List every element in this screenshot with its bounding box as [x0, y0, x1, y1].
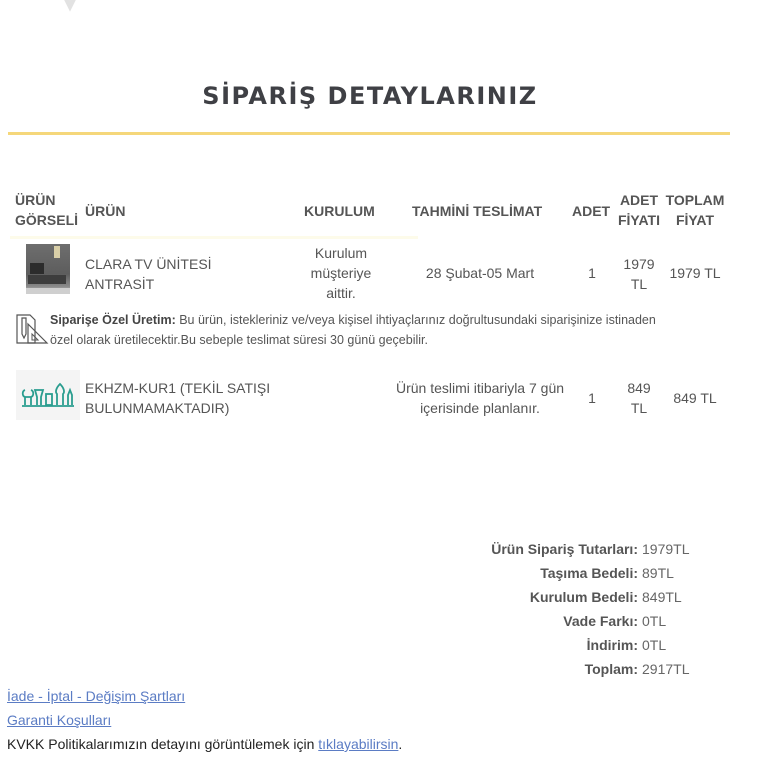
summary-label: İndirim: [586, 637, 638, 653]
summary-label: Kurulum Bedeli: [529, 589, 638, 605]
header-total-price-line1: TOPLAM [665, 192, 725, 208]
quantity: 1 [588, 390, 596, 406]
warranty-terms-link[interactable]: Garanti Koşulları [7, 712, 112, 728]
summary-value: 2917TL [642, 661, 690, 677]
header-image-line2: GÖRSELİ [15, 212, 79, 228]
page-title: SİPARİŞ DETAYLARINIZ [202, 82, 538, 110]
kvkk-suffix: . [398, 736, 403, 752]
header-divider [10, 236, 418, 239]
product-name-line1[interactable]: CLARA TV ÜNİTESİ [85, 256, 212, 272]
note-text-line2: özel olarak üretilecektir.Bu sebeple teslimat süresi 30 günü geçebilir. [50, 333, 428, 347]
summary-label: Taşıma Bedeli: [540, 565, 638, 581]
delivery-line1: Ürün teslimi itibariyla 7 gün [395, 380, 565, 396]
summary-label: Ürün Sipariş Tutarları: [491, 541, 638, 557]
header-unit-price-line2: FİYATI [617, 212, 660, 228]
summary-value: 849TL [642, 589, 682, 605]
summary-row-interest [0, 611, 768, 635]
kvkk-notice [7, 732, 402, 756]
logo-icon [55, 0, 85, 14]
header-total-price-line2: FİYAT [675, 212, 715, 228]
summary-row-shipping [0, 563, 768, 587]
unit-price-line1: 1979 [623, 256, 655, 272]
unit-price-line1: 849 [627, 380, 651, 396]
summary-row-products [0, 539, 768, 563]
title-divider [8, 132, 730, 135]
installation-service-thumbnail[interactable] [16, 370, 80, 420]
product-name-line2[interactable]: ANTRASİT [85, 276, 155, 292]
summary-row-installation [0, 587, 768, 611]
header-unit-price-line1: ADET [619, 192, 659, 208]
quantity: 1 [588, 265, 596, 281]
installation-line2: müşteriye [310, 265, 372, 281]
kvkk-link[interactable]: tıklayabilirsin [318, 736, 399, 752]
summary-row-discount [0, 635, 768, 659]
footer-links [7, 684, 402, 756]
header-installation: KURULUM [304, 203, 375, 219]
note-label: Siparişe Özel Üretim: [50, 313, 176, 327]
total-price: 1979 TL [669, 265, 721, 281]
summary-label: Toplam: [584, 661, 638, 677]
summary-value: 0TL [642, 613, 667, 629]
header-qty: ADET [572, 203, 611, 219]
product-name-line2[interactable]: BULUNMAMAKTADIR) [85, 400, 230, 416]
table-header [0, 190, 768, 234]
summary-value: 1979TL [642, 541, 690, 557]
tools-icon [16, 370, 80, 420]
unit-price-line2: TL [630, 276, 648, 292]
summary-value: 0TL [642, 637, 667, 653]
return-policy-link[interactable]: İade - İptal - Değişim Şartları [7, 688, 186, 704]
delivery-date: 28 Şubat-05 Mart [425, 265, 535, 281]
header-image-line1: ÜRÜN [15, 192, 56, 208]
header-delivery: TAHMİNİ TESLİMAT [412, 203, 543, 219]
installation-line1: Kurulum [314, 245, 368, 261]
note-text-line1: Bu ürün, istekleriniz ve/veya kişisel ihtiyaçlarınız doğrultusundaki siparişinize istinaden [175, 313, 656, 327]
total-price: 849 TL [673, 390, 717, 406]
product-name-line1[interactable]: EKHZM-KUR1 (TEKİL SATIŞI [85, 380, 271, 396]
summary-label: Vade Farkı: [563, 613, 638, 629]
tv-unit-photo[interactable] [26, 244, 70, 294]
kvkk-text: KVKK Politikalarımızın detayını görüntülemek için [7, 736, 319, 752]
header-product: ÜRÜN [85, 203, 126, 219]
summary-value: 89TL [642, 565, 674, 581]
pencil-ruler-icon [14, 312, 50, 346]
unit-price-line2: TL [630, 400, 648, 416]
delivery-line2: içerisinde planlanır. [420, 400, 540, 416]
installation-line3: aittir. [326, 285, 356, 301]
summary-row-total [0, 659, 768, 683]
